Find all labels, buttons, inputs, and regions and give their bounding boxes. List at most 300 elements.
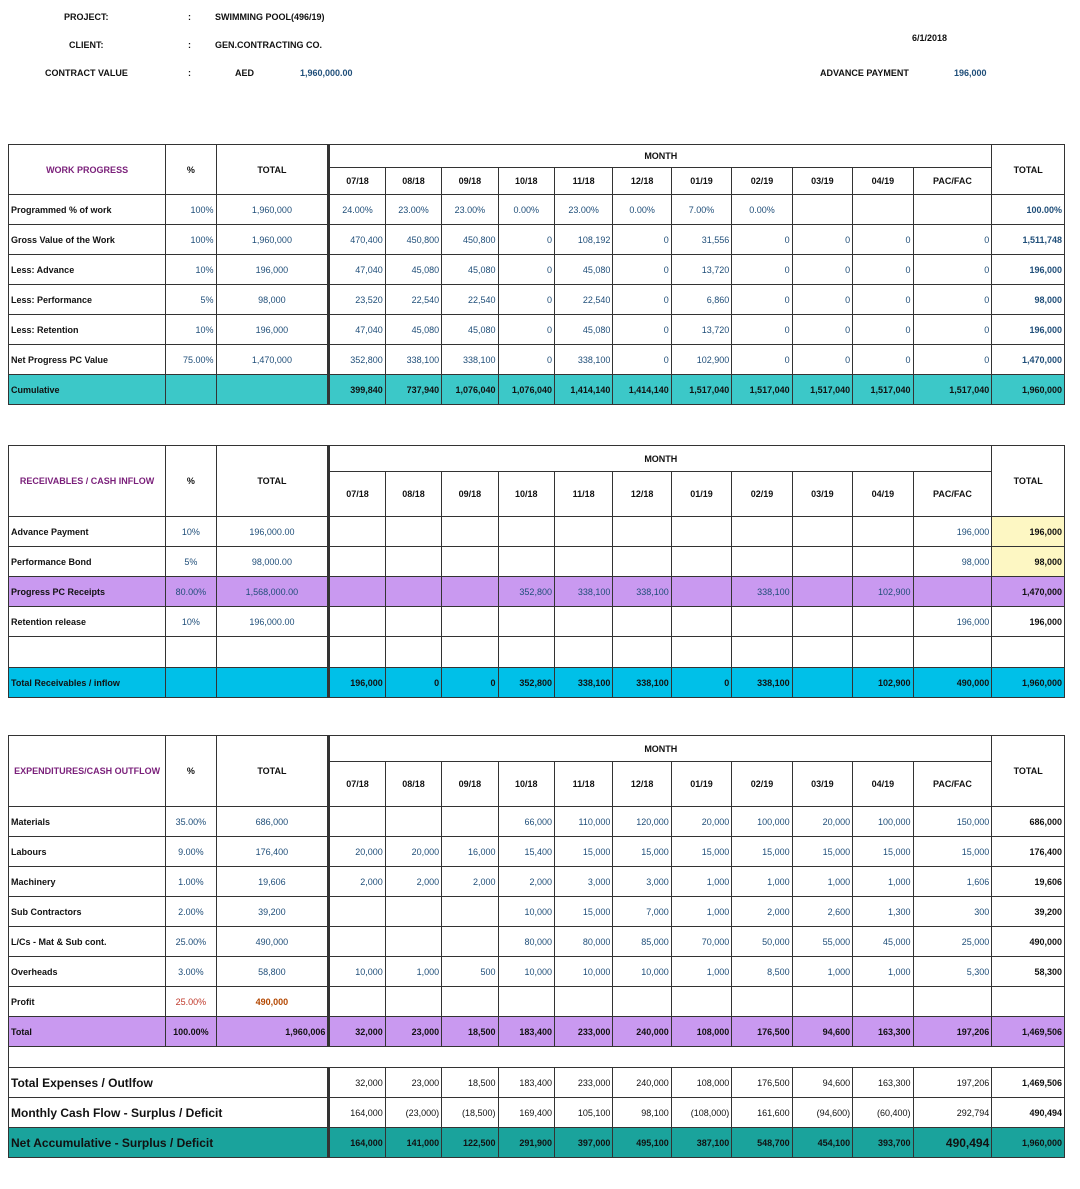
row-cell: 240,000 bbox=[613, 1017, 671, 1047]
row-cell: 22,540 bbox=[442, 285, 498, 315]
summary-cell: 240,000 bbox=[613, 1068, 671, 1098]
table-row bbox=[9, 837, 1065, 867]
row-grand-total: 1,960,000 bbox=[992, 375, 1065, 405]
month-col-header: 09/18 bbox=[442, 472, 498, 517]
row-cell: 1,000 bbox=[792, 867, 852, 897]
summary-cell: (108,000) bbox=[671, 1098, 731, 1128]
table-row bbox=[9, 315, 1065, 345]
row-cell: 163,300 bbox=[853, 1017, 913, 1047]
empty-cell bbox=[732, 637, 792, 668]
row-cell bbox=[792, 517, 852, 547]
summary-cell: 291,900 bbox=[498, 1128, 554, 1158]
row-cell: 338,100 bbox=[613, 668, 671, 698]
month-col-header: 08/18 bbox=[385, 168, 441, 195]
work-progress-table bbox=[8, 144, 1065, 405]
summary-cell: 490,494 bbox=[913, 1128, 992, 1158]
row-cell: 0 bbox=[613, 315, 671, 345]
row-cell bbox=[913, 195, 992, 225]
row-pct: 5% bbox=[166, 285, 216, 315]
row-cell: 1,606 bbox=[913, 867, 992, 897]
row-total: 58,800 bbox=[216, 957, 329, 987]
row-cell: 0.00% bbox=[613, 195, 671, 225]
row-cell: 338,100 bbox=[554, 345, 612, 375]
row-cell: 1,517,040 bbox=[671, 375, 731, 405]
row-cell: 0.00% bbox=[732, 195, 792, 225]
row-pct bbox=[166, 375, 216, 405]
row-cell: 13,720 bbox=[671, 255, 731, 285]
row-grand-total: 98,000 bbox=[992, 285, 1065, 315]
empty-cell bbox=[166, 637, 216, 668]
row-cell bbox=[329, 807, 385, 837]
row-cell: 23,520 bbox=[329, 285, 385, 315]
row-cell: 2,000 bbox=[442, 867, 498, 897]
row-cell: 1,000 bbox=[671, 867, 731, 897]
grand-total-header: TOTAL bbox=[992, 145, 1065, 195]
row-grand-total: 490,000 bbox=[992, 927, 1065, 957]
total-receivables-row bbox=[9, 668, 1065, 698]
row-total: 686,000 bbox=[216, 807, 329, 837]
summary-cell: 183,400 bbox=[498, 1068, 554, 1098]
row-cell: 233,000 bbox=[554, 1017, 612, 1047]
row-cell bbox=[613, 607, 671, 637]
row-cell bbox=[498, 987, 554, 1017]
table-row bbox=[9, 987, 1065, 1017]
row-cell: 85,000 bbox=[613, 927, 671, 957]
summary-cell: 108,000 bbox=[671, 1068, 731, 1098]
row-label: Performance Bond bbox=[9, 547, 166, 577]
row-label: Materials bbox=[9, 807, 166, 837]
row-cell: 1,000 bbox=[671, 957, 731, 987]
row-cell bbox=[329, 517, 385, 547]
row-pct: 1.00% bbox=[166, 867, 216, 897]
row-cell: 0 bbox=[913, 315, 992, 345]
row-pct: 80.00% bbox=[166, 577, 216, 607]
row-cell bbox=[792, 607, 852, 637]
row-cell: 45,080 bbox=[385, 255, 441, 285]
row-cell: 45,080 bbox=[554, 315, 612, 345]
row-cell: 352,800 bbox=[498, 668, 554, 698]
table-row bbox=[9, 607, 1065, 637]
row-cell: 0 bbox=[792, 285, 852, 315]
summary-cell: 32,000 bbox=[329, 1068, 385, 1098]
row-cell: 15,000 bbox=[671, 837, 731, 867]
row-cell: 16,000 bbox=[442, 837, 498, 867]
colon: : bbox=[188, 12, 191, 22]
month-col-header: PAC/FAC bbox=[913, 472, 992, 517]
empty-cell bbox=[216, 637, 329, 668]
row-cell: 0 bbox=[442, 668, 498, 698]
row-grand-total: 1,511,748 bbox=[992, 225, 1065, 255]
row-cell: 0 bbox=[613, 255, 671, 285]
summary-row bbox=[9, 1068, 1065, 1098]
row-cell bbox=[554, 987, 612, 1017]
row-cell: 197,206 bbox=[913, 1017, 992, 1047]
row-cell: 183,400 bbox=[498, 1017, 554, 1047]
summary-cell: 161,600 bbox=[732, 1098, 792, 1128]
row-cell: 15,000 bbox=[792, 837, 852, 867]
row-cell: 0 bbox=[732, 225, 792, 255]
month-col-header: 07/18 bbox=[329, 168, 385, 195]
summary-cell: 169,400 bbox=[498, 1098, 554, 1128]
row-grand-total: 176,400 bbox=[992, 837, 1065, 867]
row-cell bbox=[498, 607, 554, 637]
summary-cell: 141,000 bbox=[385, 1128, 441, 1158]
month-col-header: 07/18 bbox=[329, 762, 385, 807]
month-col-header: 09/18 bbox=[442, 168, 498, 195]
total-header: TOTAL bbox=[216, 736, 329, 807]
row-cell: 338,100 bbox=[732, 668, 792, 698]
row-grand-total: 39,200 bbox=[992, 897, 1065, 927]
row-cell bbox=[732, 987, 792, 1017]
row-cell bbox=[498, 547, 554, 577]
row-label: Less: Advance bbox=[9, 255, 166, 285]
empty-cell bbox=[385, 637, 441, 668]
row-cell: 1,076,040 bbox=[498, 375, 554, 405]
row-cell bbox=[442, 517, 498, 547]
row-cell: 10,000 bbox=[613, 957, 671, 987]
row-cell: 0 bbox=[498, 345, 554, 375]
summary-cell: 292,794 bbox=[913, 1098, 992, 1128]
row-cell: 352,800 bbox=[498, 577, 554, 607]
row-cell: 24.00% bbox=[329, 195, 385, 225]
row-cell bbox=[671, 517, 731, 547]
table-row bbox=[9, 547, 1065, 577]
row-total: 490,000 bbox=[216, 987, 329, 1017]
row-cell: 23,000 bbox=[385, 1017, 441, 1047]
row-cell: 0 bbox=[913, 255, 992, 285]
total-header: TOTAL bbox=[216, 446, 329, 517]
cumulative-row bbox=[9, 375, 1065, 405]
summary-cell: 548,700 bbox=[732, 1128, 792, 1158]
row-label: Less: Retention bbox=[9, 315, 166, 345]
row-cell: 0.00% bbox=[498, 195, 554, 225]
summary-label: Net Accumulative - Surplus / Deficit bbox=[9, 1128, 329, 1158]
summary-cell: 397,000 bbox=[554, 1128, 612, 1158]
row-cell: 196,000 bbox=[913, 607, 992, 637]
row-cell bbox=[329, 607, 385, 637]
row-cell: 80,000 bbox=[498, 927, 554, 957]
row-label: Profit bbox=[9, 987, 166, 1017]
row-cell: 10,000 bbox=[554, 957, 612, 987]
row-pct: 100% bbox=[166, 225, 216, 255]
empty-cell bbox=[992, 637, 1065, 668]
month-col-header: 02/19 bbox=[732, 472, 792, 517]
row-cell bbox=[671, 607, 731, 637]
row-cell: 1,000 bbox=[671, 897, 731, 927]
summary-label: Total Expenses / Outlfow bbox=[9, 1068, 329, 1098]
summary-cell: 495,100 bbox=[613, 1128, 671, 1158]
row-cell bbox=[671, 577, 731, 607]
row-cell: 0 bbox=[732, 285, 792, 315]
row-cell: 0 bbox=[613, 345, 671, 375]
summary-cell: 98,100 bbox=[613, 1098, 671, 1128]
table-row bbox=[9, 195, 1065, 225]
row-label: Programmed % of work bbox=[9, 195, 166, 225]
row-cell: 0 bbox=[498, 285, 554, 315]
row-cell: 1,517,040 bbox=[913, 375, 992, 405]
summary-cell: 393,700 bbox=[853, 1128, 913, 1158]
row-cell: 1,414,140 bbox=[554, 375, 612, 405]
row-cell: 23.00% bbox=[442, 195, 498, 225]
row-pct: 25.00% bbox=[166, 987, 216, 1017]
row-pct: 10% bbox=[166, 607, 216, 637]
summary-cell: (94,600) bbox=[792, 1098, 852, 1128]
row-cell: 50,000 bbox=[732, 927, 792, 957]
row-cell: 338,100 bbox=[613, 577, 671, 607]
row-cell: 0 bbox=[853, 225, 913, 255]
summary-cell: (23,000) bbox=[385, 1098, 441, 1128]
month-col-header: 01/19 bbox=[671, 472, 731, 517]
row-cell bbox=[385, 987, 441, 1017]
row-total: 196,000 bbox=[216, 255, 329, 285]
row-cell: 0 bbox=[913, 285, 992, 315]
row-grand-total: 1,470,000 bbox=[992, 577, 1065, 607]
pct-header: % bbox=[166, 446, 216, 517]
row-cell: 1,517,040 bbox=[853, 375, 913, 405]
row-cell: 100,000 bbox=[732, 807, 792, 837]
row-pct: 100.00% bbox=[166, 1017, 216, 1047]
table-row bbox=[9, 897, 1065, 927]
row-cell bbox=[442, 807, 498, 837]
row-cell bbox=[329, 547, 385, 577]
month-col-header: 01/19 bbox=[671, 168, 731, 195]
month-col-header: 04/19 bbox=[853, 762, 913, 807]
summary-label: Monthly Cash Flow - Surplus / Deficit bbox=[9, 1098, 329, 1128]
row-cell: 100,000 bbox=[853, 807, 913, 837]
row-cell: 6,860 bbox=[671, 285, 731, 315]
row-cell bbox=[329, 987, 385, 1017]
row-cell: 10,000 bbox=[498, 897, 554, 927]
empty-row bbox=[9, 1047, 1065, 1068]
row-cell: 45,000 bbox=[853, 927, 913, 957]
row-cell bbox=[853, 987, 913, 1017]
row-pct bbox=[166, 668, 216, 698]
row-cell bbox=[385, 517, 441, 547]
row-cell: 10,000 bbox=[498, 957, 554, 987]
month-col-header: 12/18 bbox=[613, 762, 671, 807]
row-label: Net Progress PC Value bbox=[9, 345, 166, 375]
row-cell bbox=[385, 897, 441, 927]
row-total: 490,000 bbox=[216, 927, 329, 957]
summary-cell: 105,100 bbox=[554, 1098, 612, 1128]
row-cell bbox=[442, 927, 498, 957]
empty-row bbox=[9, 637, 1065, 668]
table-row bbox=[9, 927, 1065, 957]
month-col-header: 10/18 bbox=[498, 762, 554, 807]
table-row bbox=[9, 345, 1065, 375]
row-cell: 15,000 bbox=[913, 837, 992, 867]
row-cell: 120,000 bbox=[613, 807, 671, 837]
row-cell bbox=[613, 547, 671, 577]
row-pct: 10% bbox=[166, 315, 216, 345]
summary-cell: 197,206 bbox=[913, 1068, 992, 1098]
project-label: PROJECT: bbox=[64, 12, 109, 22]
row-cell: 8,500 bbox=[732, 957, 792, 987]
row-cell: 2,000 bbox=[732, 897, 792, 927]
summary-row bbox=[9, 1128, 1065, 1158]
row-cell: 3,000 bbox=[554, 867, 612, 897]
empty-cell bbox=[329, 637, 385, 668]
row-pct: 75.00% bbox=[166, 345, 216, 375]
row-cell: 500 bbox=[442, 957, 498, 987]
report-date: 6/1/2018 bbox=[912, 33, 948, 43]
colon: : bbox=[188, 40, 191, 50]
row-cell: 7.00% bbox=[671, 195, 731, 225]
row-cell: 20,000 bbox=[329, 837, 385, 867]
row-cell: 32,000 bbox=[329, 1017, 385, 1047]
row-grand-total: 196,000 bbox=[992, 607, 1065, 637]
row-cell: 102,900 bbox=[853, 577, 913, 607]
row-cell: 20,000 bbox=[792, 807, 852, 837]
row-cell: 1,000 bbox=[853, 957, 913, 987]
row-cell: 0 bbox=[613, 285, 671, 315]
row-cell: 1,076,040 bbox=[442, 375, 498, 405]
row-cell bbox=[792, 668, 852, 698]
row-cell: 2,000 bbox=[498, 867, 554, 897]
row-total: 39,200 bbox=[216, 897, 329, 927]
row-cell: 102,900 bbox=[671, 345, 731, 375]
currency: AED bbox=[235, 68, 255, 78]
row-cell bbox=[732, 607, 792, 637]
row-cell bbox=[613, 517, 671, 547]
row-grand-total: 1,469,506 bbox=[992, 1017, 1065, 1047]
row-cell: 1,000 bbox=[853, 867, 913, 897]
row-cell: 7,000 bbox=[613, 897, 671, 927]
row-cell bbox=[853, 517, 913, 547]
row-cell: 5,300 bbox=[913, 957, 992, 987]
summary-cell: 176,500 bbox=[732, 1068, 792, 1098]
row-cell: 15,400 bbox=[498, 837, 554, 867]
summary-cell: 387,100 bbox=[671, 1128, 731, 1158]
row-cell bbox=[442, 547, 498, 577]
row-cell: 399,840 bbox=[329, 375, 385, 405]
summary-cell: (18,500) bbox=[442, 1098, 498, 1128]
contract-label: CONTRACT VALUE bbox=[45, 68, 128, 78]
row-cell: 0 bbox=[792, 255, 852, 285]
row-cell: 22,540 bbox=[554, 285, 612, 315]
month-col-header: 03/19 bbox=[792, 762, 852, 807]
row-cell: 1,517,040 bbox=[792, 375, 852, 405]
row-cell bbox=[498, 517, 554, 547]
row-cell: 70,000 bbox=[671, 927, 731, 957]
table-row bbox=[9, 807, 1065, 837]
row-cell bbox=[913, 987, 992, 1017]
row-cell: 0 bbox=[853, 315, 913, 345]
row-cell: 45,080 bbox=[442, 255, 498, 285]
row-cell: 0 bbox=[671, 668, 731, 698]
row-cell bbox=[385, 807, 441, 837]
row-cell: 2,600 bbox=[792, 897, 852, 927]
row-cell bbox=[853, 547, 913, 577]
row-cell: 45,080 bbox=[442, 315, 498, 345]
row-cell: 45,080 bbox=[385, 315, 441, 345]
row-cell bbox=[442, 577, 498, 607]
row-cell bbox=[671, 987, 731, 1017]
row-label: Progress PC Receipts bbox=[9, 577, 166, 607]
month-header: MONTH bbox=[329, 736, 992, 762]
row-label: Total bbox=[9, 1017, 166, 1047]
row-total: 98,000.00 bbox=[216, 547, 329, 577]
row-cell: 338,100 bbox=[554, 577, 612, 607]
row-cell: 450,800 bbox=[385, 225, 441, 255]
row-grand-total: 196,000 bbox=[992, 315, 1065, 345]
summary-cell: (60,400) bbox=[853, 1098, 913, 1128]
summary-cell: 163,300 bbox=[853, 1068, 913, 1098]
row-cell: 13,720 bbox=[671, 315, 731, 345]
row-cell: 0 bbox=[498, 255, 554, 285]
row-cell: 737,940 bbox=[385, 375, 441, 405]
row-cell bbox=[792, 987, 852, 1017]
row-total: 1,470,000 bbox=[216, 345, 329, 375]
summary-cell: 164,000 bbox=[329, 1098, 385, 1128]
row-label: Machinery bbox=[9, 867, 166, 897]
month-col-header: 02/19 bbox=[732, 762, 792, 807]
row-cell bbox=[732, 517, 792, 547]
month-col-header: 04/19 bbox=[853, 472, 913, 517]
row-cell bbox=[329, 577, 385, 607]
row-cell: 450,800 bbox=[442, 225, 498, 255]
summary-cell: 122,500 bbox=[442, 1128, 498, 1158]
month-col-header: 10/18 bbox=[498, 168, 554, 195]
row-cell bbox=[613, 987, 671, 1017]
row-total: 19,606 bbox=[216, 867, 329, 897]
row-grand-total: 1,960,000 bbox=[992, 668, 1065, 698]
row-total: 196,000.00 bbox=[216, 517, 329, 547]
row-cell: 2,000 bbox=[385, 867, 441, 897]
row-total bbox=[216, 375, 329, 405]
month-col-header: PAC/FAC bbox=[913, 168, 992, 195]
row-cell bbox=[385, 927, 441, 957]
pct-header: % bbox=[166, 145, 216, 195]
row-cell: 300 bbox=[913, 897, 992, 927]
grand-total-header: TOTAL bbox=[992, 446, 1065, 517]
row-cell: 0 bbox=[792, 345, 852, 375]
month-col-header: 07/18 bbox=[329, 472, 385, 517]
row-cell: 15,000 bbox=[554, 837, 612, 867]
summary-grand: 490,494 bbox=[992, 1098, 1065, 1128]
month-col-header: 01/19 bbox=[671, 762, 731, 807]
summary-cell: 23,000 bbox=[385, 1068, 441, 1098]
row-cell: 352,800 bbox=[329, 345, 385, 375]
row-cell: 0 bbox=[385, 668, 441, 698]
row-label: Overheads bbox=[9, 957, 166, 987]
row-cell: 338,100 bbox=[732, 577, 792, 607]
row-total: 1,568,000.00 bbox=[216, 577, 329, 607]
row-cell: 338,100 bbox=[554, 668, 612, 698]
row-cell: 0 bbox=[913, 225, 992, 255]
row-cell: 0 bbox=[853, 255, 913, 285]
row-cell: 20,000 bbox=[385, 837, 441, 867]
row-cell: 0 bbox=[732, 255, 792, 285]
row-cell: 2,000 bbox=[329, 867, 385, 897]
client-value: GEN.CONTRACTING CO. bbox=[215, 40, 322, 50]
row-cell: 150,000 bbox=[913, 807, 992, 837]
month-col-header: 12/18 bbox=[613, 168, 671, 195]
row-label: Total Receivables / inflow bbox=[9, 668, 166, 698]
month-col-header: PAC/FAC bbox=[913, 762, 992, 807]
row-cell bbox=[442, 897, 498, 927]
month-col-header: 11/18 bbox=[554, 762, 612, 807]
row-cell: 0 bbox=[853, 285, 913, 315]
summary-cell: 18,500 bbox=[442, 1068, 498, 1098]
month-header: MONTH bbox=[329, 145, 992, 168]
row-cell: 338,100 bbox=[385, 345, 441, 375]
row-cell: 0 bbox=[498, 315, 554, 345]
receivables-table bbox=[8, 445, 1065, 698]
row-label: L/Cs - Mat & Sub cont. bbox=[9, 927, 166, 957]
row-grand-total: 98,000 bbox=[992, 547, 1065, 577]
summary-grand: 1,960,000 bbox=[992, 1128, 1065, 1158]
